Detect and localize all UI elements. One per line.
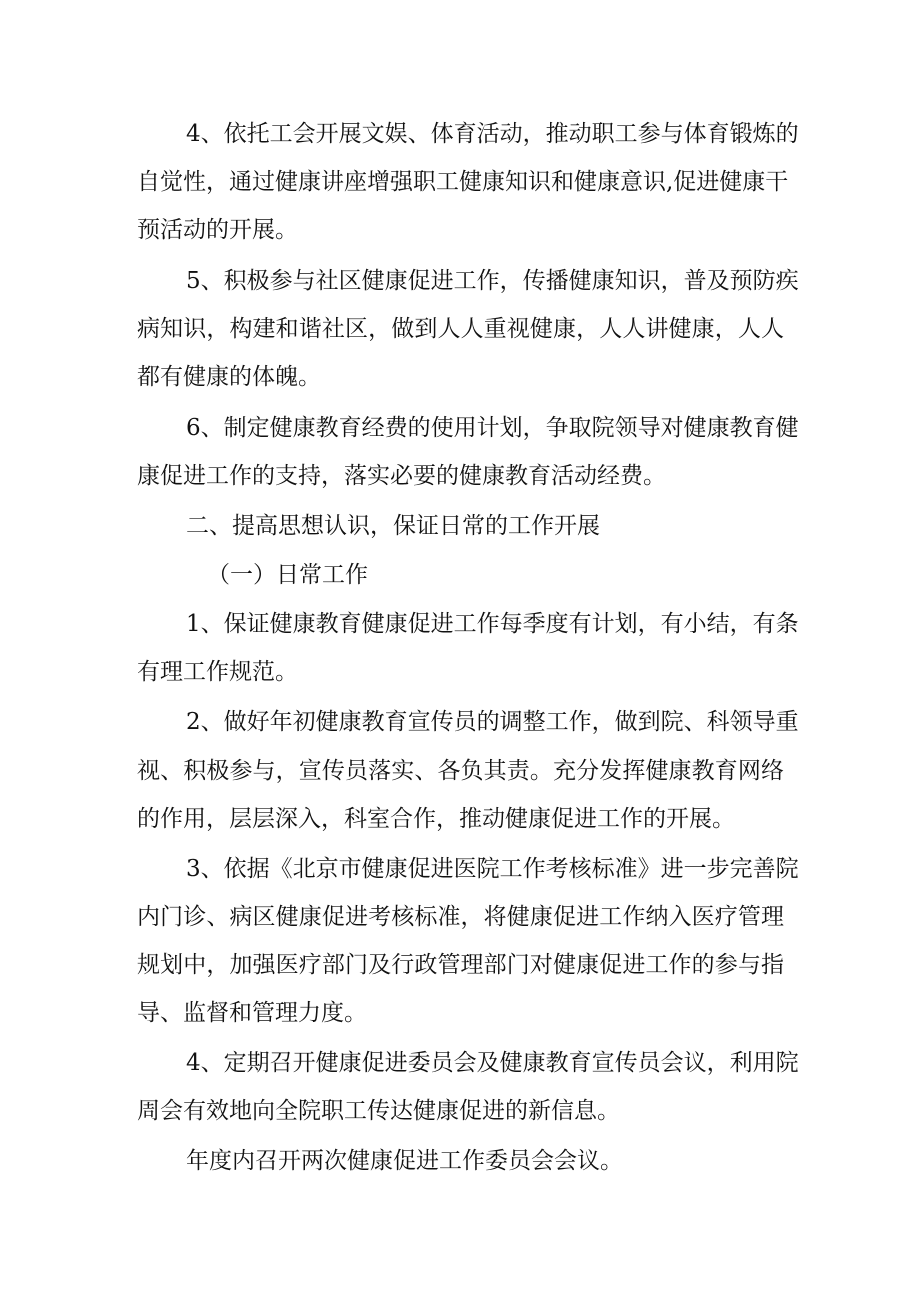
paragraph-5-line-1: 5、积极参与社区健康促进工作，传播健康知识，普及预防疾 [186,268,799,294]
item-2-line-1: 2、做好年初健康教育宣传员的调整工作，做到院、科领导重 [186,709,799,735]
item-3-line-1: 3、依据《北京市健康促进医院工作考核标准》进一步完善院 [186,856,799,882]
item-1-line-2: 有理工作规范。 [137,659,298,685]
paragraph-5-line-3: 都有健康的体魄。 [137,364,321,390]
item-3-line-2: 内门诊、病区健康促进考核标准，将健康促进工作纳入医疗管理 [137,904,784,930]
paragraph-4-line-2: 自觉性，通过健康讲座增强职工健康知识和健康意识,促进健康干 [137,169,789,195]
item-2-line-2: 视、积极参与，宣传员落实、各负其责。充分发挥健康教育网络 [137,758,784,784]
section-heading-2: 二、提高思想认识，保证日常的工作开展 [186,513,600,539]
paragraph-4-line-1: 4、依托工会开展文娱、体育活动，推动职工参与体育锻炼的 [186,121,799,147]
item-1-line-1: 1、保证健康教育健康促进工作每季度有计划，有小结，有条 [186,611,799,637]
item-3-line-3: 规划中，加强医疗部门及行政管理部门对健康促进工作的参与指 [137,952,784,978]
item-4-line-1: 4、定期召开健康促进委员会及健康教育宣传员会议，利用院 [186,1050,799,1076]
item-3-line-4: 导、监督和管理力度。 [137,1000,367,1026]
paragraph-6-line-2: 康促进工作的支持，落实必要的健康教育活动经费。 [137,463,666,489]
item-4-line-2: 周会有效地向全院职工传达健康促进的新信息。 [137,1098,620,1124]
paragraph-4-line-3: 预活动的开展。 [137,217,298,243]
paragraph-6-line-1: 6、制定健康教育经费的使用计划，争取院领导对健康教育健 [186,415,799,441]
item-2-line-3: 的作用，层层深入，科室合作，推动健康促进工作的开展。 [137,806,735,832]
paragraph-5-line-2: 病知识，构建和谐社区，做到人人重视健康，人人讲健康，人人 [137,316,784,342]
closing-paragraph: 年度内召开两次健康促进工作委员会会议。 [186,1148,623,1174]
subsection-heading-1: （一）日常工作 [207,562,368,588]
